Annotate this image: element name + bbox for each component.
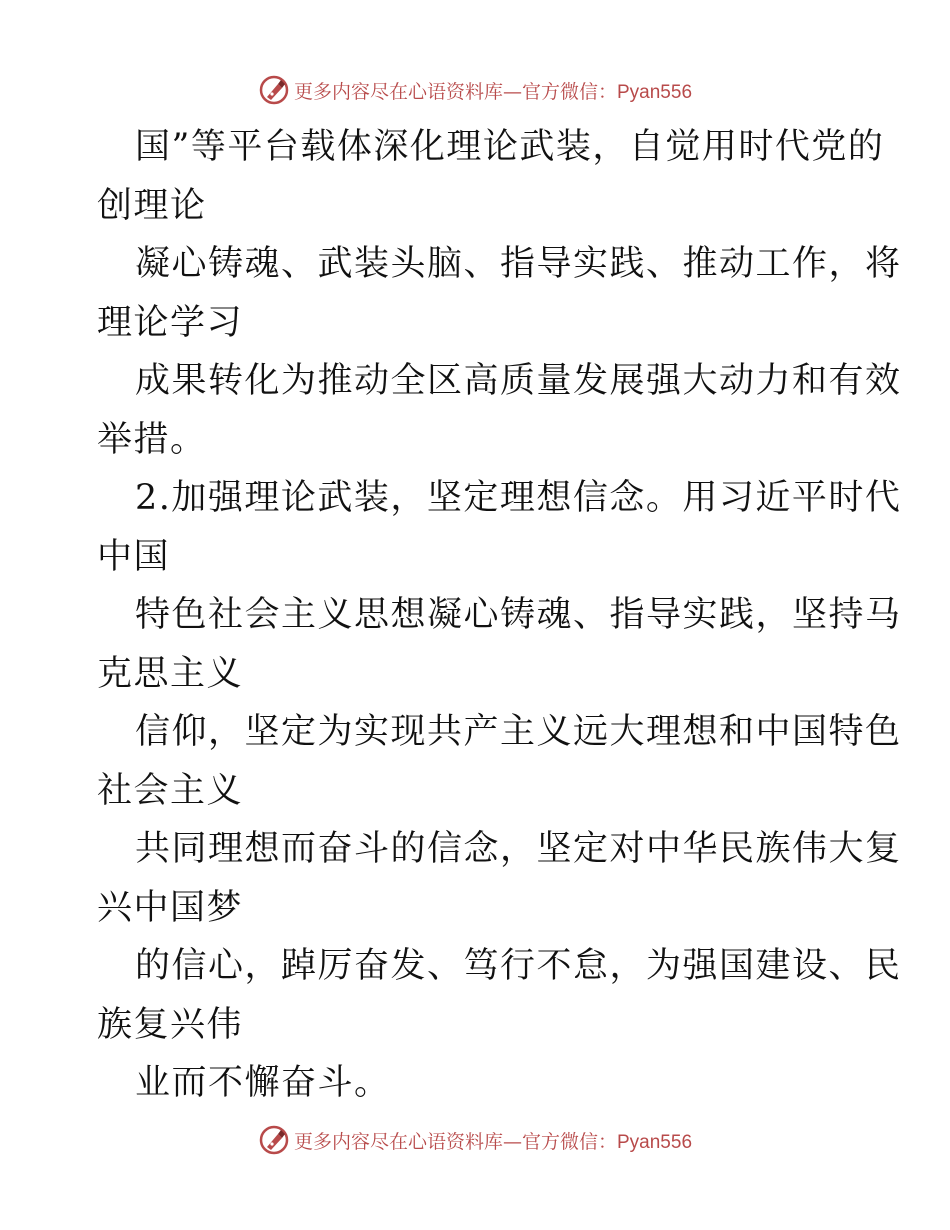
body-line: 国”等平台载体深化理论武装，自觉用时代党的 bbox=[135, 127, 885, 167]
footer-banner-text: 更多内容尽在心语资料库—官方微信：Pyan556 bbox=[293, 1130, 693, 1153]
body-line: 理论学习 bbox=[97, 302, 244, 343]
body-line: 凝心铸魂、武装头脑、指导实践、推动工作，将 bbox=[135, 244, 902, 284]
body-line: 兴中国梦 bbox=[97, 887, 244, 928]
body-line: 成果转化为推动全区高质量发展强大动力和有效 bbox=[135, 361, 902, 401]
pen-nib-logo-icon bbox=[258, 1124, 290, 1156]
header-banner-id: Pyan556 bbox=[617, 81, 693, 103]
header-banner-text: 更多内容尽在心语资料库—官方微信：Pyan556 bbox=[293, 80, 693, 103]
body-line: 克思主义 bbox=[97, 653, 244, 694]
document-body bbox=[97, 118, 902, 1113]
body-line: 2.加强理论武装，坚定理想信念。用习近平时代 bbox=[135, 478, 902, 518]
body-line: 社会主义 bbox=[97, 770, 244, 811]
body-line: 共同理想而奋斗的信念，坚定对中华民族伟大复 bbox=[135, 829, 902, 869]
body-line: 举措。 bbox=[97, 419, 207, 460]
body-line: 族复兴伟 bbox=[97, 1004, 244, 1045]
footer-banner-id: Pyan556 bbox=[617, 1131, 693, 1153]
body-line: 信仰，坚定为实现共产主义远大理想和中国特色 bbox=[135, 712, 902, 752]
pen-nib-logo-icon bbox=[258, 74, 290, 106]
body-line: 的信心，踔厉奋发、笃行不怠，为强国建设、民 bbox=[135, 946, 902, 986]
body-line: 业而不懈奋斗。 bbox=[135, 1063, 391, 1103]
header-banner bbox=[0, 72, 950, 108]
body-line: 创理论 bbox=[97, 185, 207, 226]
footer-banner bbox=[0, 1122, 950, 1158]
body-line: 中国 bbox=[97, 536, 171, 577]
body-line: 特色社会主义思想凝心铸魂、指导实践，坚持马 bbox=[135, 595, 902, 635]
